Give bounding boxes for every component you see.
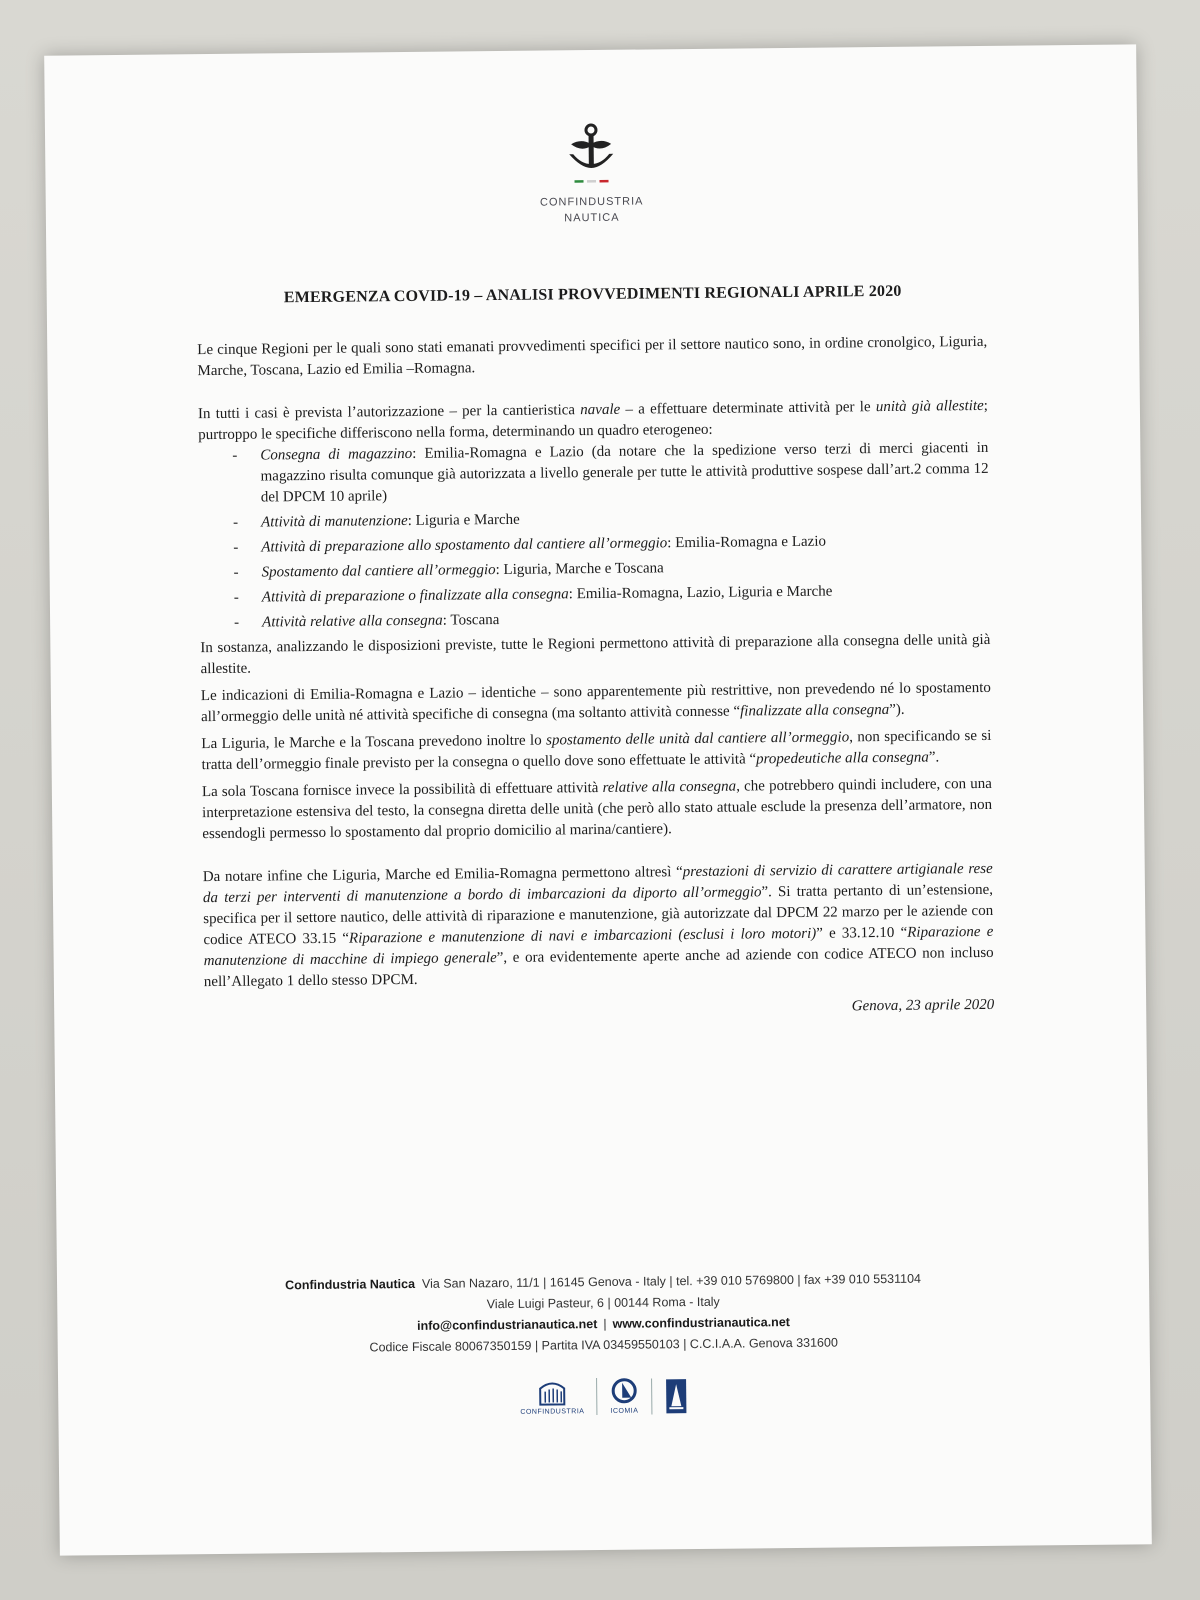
list-item: - Attività di manutenzione: Liguria e Marche — [233, 505, 989, 534]
icomia-emblem-icon — [609, 1378, 639, 1406]
footer-contacts: info@confindustrianautica.net | www.confindustrianautica.net — [417, 1315, 790, 1333]
third-partner-logo — [651, 1377, 700, 1414]
logo-line1: CONFINDUSTRIA — [539, 195, 644, 209]
footer-fiscal: Codice Fiscale 80067350159 | Partita IVA 03459550103 | C.C.I.A.A. Genova 331600 — [369, 1335, 838, 1355]
paragraph-liguria-marche-toscana: La Liguria, le Marche e la Toscana prevedono inoltre lo spostamento delle unità dal cantiere all’ormeggio, non specificando se si tratta dell’ormeggio finale previsto per la consegna o quello dove sono effettuate le attività “propedeutiche alla consegna”. — [201, 727, 992, 774]
footer-address-rome: Viale Luigi Pasteur, 6 | 00144 Roma - Italy — [486, 1294, 720, 1312]
paragraph-intro: Le cinque Regioni per le quali sono stati emanati provvedimenti specifici per il settore nautico sono, in ordine cronolgico, Liguria, Marche, Toscana, Lazio ed Emilia –Romagna. — [197, 333, 988, 380]
footer-address-line: Confindustria Nautica Via San Nazaro, 11/1 | 16145 Genova - Italy | tel. +39 010 5769800 | fax +39 010 5531104 — [285, 1271, 922, 1293]
logo-line2: NAUTICA — [564, 211, 620, 225]
list-item: - Consegna di magazzino: Emilia-Romagna e Lazio (da notare che la spedizione verso terzi di merci giacenti in magazzino risulta comunque già autorizzata a livello generale per tutte le attività produttive sospese dall’art.2 comma 12 del DPCM 10 aprile) — [232, 438, 989, 509]
list-item: - Attività di preparazione o finalizzate alla consegna: Emilia-Romagna, Lazio, Liguria e Marche — [234, 580, 990, 609]
paragraph-emilia-lazio: Le indicazioni di Emilia-Romagna e Lazio – identiche – sono apparentemente più restrittive, non prevedendo né lo spostamento all’ormeggio delle unità né attività specifiche di consegna (ma soltanto attività connesse “finalizzate alla consegna”). — [200, 679, 991, 726]
document-page — [44, 44, 1152, 1555]
paragraph-toscana: La sola Toscana fornisce invece la possibilità di effettuare attività relative alla consegna, che potrebbero quindi includere, con una interpretazione estensiva del testo, la consegna diretta delle unità (che però allo stato attuale esclude la presenza dell’armatore, non essendogli permesso lo spostamento dal proprio domicilio al marina/cantiere). — [201, 775, 993, 843]
paragraph-summary: In sostanza, analizzando le disposizioni previste, tutte le Regioni permettono attività di preparazione alla consegna delle unità già allestite. — [200, 631, 991, 678]
footer-website[interactable]: www.confindustrianautica.net — [612, 1315, 790, 1331]
paragraph-artisan-services: Da notare infine che Liguria, Marche ed Emilia-Romagna permettono altresì “prestazioni di servizio di carattere artigianale rese da terzi per interventi di manutenzione a bordo di imbarcazioni da diporto all’ormeggio”. Si tratta pertanto di un’estensione, specifica per il settore nautico, delle attività di riparazione e manutenzione, già autorizzate dal DPCM 22 marzo per le aziende con codice ATECO 33.15 “Riparazione e manutenzione di navi e imbarcazioni (esclusi i loro motori)” e 33.12.10 “Riparazione e manutenzione di macchine di impiego generale”, e ora evidentemente aperte anche ad aziende con codice ATECO non incluso nell’Allegato 1 dello stesso DPCM. — [202, 860, 994, 991]
document-body — [197, 332, 994, 1024]
list-item: - Attività di preparazione allo spostamento dal cantiere all’ormeggio: Emilia-Romagna e Lazio — [233, 530, 989, 559]
list-item: - Spostamento dal cantiere all’ormeggio: Liguria, Marche e Toscana — [233, 555, 989, 584]
letterhead-footer — [57, 1266, 1150, 1361]
confindustria-emblem-icon — [537, 1378, 567, 1406]
paragraph-authorization: In tutti i casi è prevista l’autorizzazione – per la cantieristica navale – a effettuare determinate attività per le unità già allestite; purtroppo le specifiche differiscono nella forma, determinando un quadro eterogeneo: — [197, 397, 988, 444]
signature-date: Genova, 23 aprile 2020 — [851, 996, 995, 1015]
confindustria-logo: CONFINDUSTRIA — [508, 1378, 596, 1416]
footer-email[interactable]: info@confindustrianautica.net — [417, 1317, 598, 1333]
sail-badge-icon — [664, 1378, 688, 1414]
icomia-logo: ICOMIA — [596, 1377, 651, 1415]
confindustria-nautica-logo — [45, 116, 1138, 229]
document-title: EMERGENZA COVID-19 – ANALISI PROVVEDIMENTI REGIONALI APRILE 2020 — [283, 282, 902, 307]
partner-logos — [58, 1372, 1150, 1420]
list-item: - Attività relative alla consegna: Toscana — [234, 605, 990, 634]
footer-org: Confindustria Nautica — [285, 1276, 416, 1293]
anchor-icon — [561, 122, 622, 193]
activities-list — [198, 438, 990, 634]
